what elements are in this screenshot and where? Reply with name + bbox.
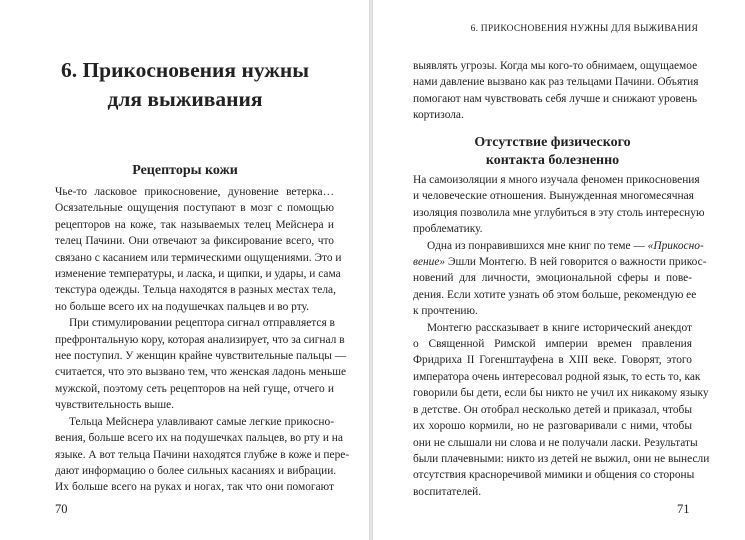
right-top-text (413, 58, 699, 124)
text-line: новений для личности, эмоциональной сферы и пове- (413, 272, 692, 285)
text-line: и человеческие отношения. Вынужденная многомесячная (413, 190, 694, 203)
left-page (0, 0, 369, 540)
page-number-left: 70 (55, 502, 68, 516)
text-line: в детстве. Он отобрал несколько детей и приказал, чтобы (413, 403, 692, 416)
section-title-no-contact: Отсутствие физического контакта болезненно (474, 135, 631, 168)
text-line: вения, больше всего их на подушечках пальцев, во рту и на (55, 432, 343, 445)
text-line: их хорошо кормили, но не разговаривали с ними, чтобы (413, 420, 692, 433)
text-line: Осязательные ощущения поступают в мозг с помощью (55, 202, 334, 215)
text-line: телец Пачини. Они отвечают за фиксирование всего, что (55, 235, 334, 248)
text-line: дения. Если хотите узнать об этом больше, рекомендую ее (413, 288, 697, 301)
left-body-text (55, 184, 350, 496)
text-line: Чье-то ласковое прикосновение, дуновение ветерка… (55, 186, 334, 198)
text-line: помогают нам чувствовать себя лучше и снижают уровень (413, 92, 698, 105)
text-line: считается, что это вызвано тем, что женская ладонь меньше (55, 366, 347, 379)
text-line: мужской, поэтому сеть рецепторов на ней гуще, отчего и (55, 382, 334, 395)
text-line: Монтегю рассказывает в книге исторический анекдот (427, 321, 692, 334)
text-line: выявлять угрозы. Когда мы кого-то обнимаем, ощущаемое (413, 60, 698, 72)
text-line: но больше всего их на подушечках пальцев и во рту. (55, 300, 309, 313)
text-line: Фридриха II Гогенштауфена в XIII веке. Говорят, этого (413, 354, 692, 367)
text-line: кортизола. (413, 109, 464, 122)
page-number-right: 71 (677, 502, 690, 516)
text-line: были плачевными: никто из детей не выжил, они не вынесли (413, 452, 710, 465)
text-line: они не слышали ни слова и не получали ласки. Результаты (413, 436, 698, 449)
text-line: воспитателей. (413, 485, 482, 498)
right-page (373, 0, 745, 540)
text-line: о Священной Римской империи времен правления (413, 338, 692, 351)
text-line: При стимулировании рецептора сигнал отправляется в (69, 317, 335, 330)
text-line: вение» Эшли Монтегю. В ней говорится о важности прикос- (413, 256, 707, 269)
text-line: текстура одежды. Тельца находятся в разных местах тела, (55, 284, 336, 297)
text-line: императора очень интересовал родной язык, то есть то, как (413, 370, 701, 383)
text-line: рецепторов на коже, так называемых телец Мейснера и (55, 218, 334, 231)
text-line: Их больше всего на руках и ногах, так что они помогают (55, 481, 334, 494)
text-line: нами давление вызвано как раз тельцами Пачини. Объятия (413, 76, 699, 89)
text-line: говорили бы дети, если бы никто не учил их никакому языку (413, 387, 709, 400)
text-line: Тельца Мейснера улавливают самые легкие прикосно- (69, 415, 334, 428)
text-line: изоляция позволила мне углубиться в эту столь интересную (413, 206, 705, 219)
text-line: чувствительность выше. (55, 399, 175, 412)
running-head: 6. ПРИКОСНОВЕНИЯ НУЖНЫ ДЛЯ ВЫЖИВАНИЯ (470, 24, 698, 34)
section-title-skin-receptors: Рецепторы кожи (132, 163, 238, 178)
right-body-text (413, 172, 710, 500)
chapter-title: 6. Прикосновения нужны для выживания (60, 58, 310, 111)
text-line: Одна из понравившихся мне книг по теме — «Прикосно- (427, 239, 704, 252)
text-line: изменение температуры, и ласка, и щипки, и удары, и сама (55, 268, 341, 281)
text-line: проблематику. (413, 223, 483, 236)
text-line: На самоизоляции я много изучала феномен прикосновения (413, 174, 700, 186)
text-line: префронтальную кору, которая анализирует, что за сигнал в (55, 333, 345, 346)
text-line: нее поступил. У женщин крайне чувствительные пальцы — (55, 350, 347, 363)
text-line: языке. А вот тельца Пачини находятся глубже в коже и пере- (55, 448, 350, 461)
text-line: связано с касанием или термическими ощущениями. Это и (55, 251, 342, 264)
text-line: к прочтению. (413, 305, 478, 318)
text-line: отсутствия красноречивой мимики и общения со стороны (413, 469, 695, 482)
text-line: дают информацию о более сильных касаниях и вибрации. (55, 464, 337, 477)
